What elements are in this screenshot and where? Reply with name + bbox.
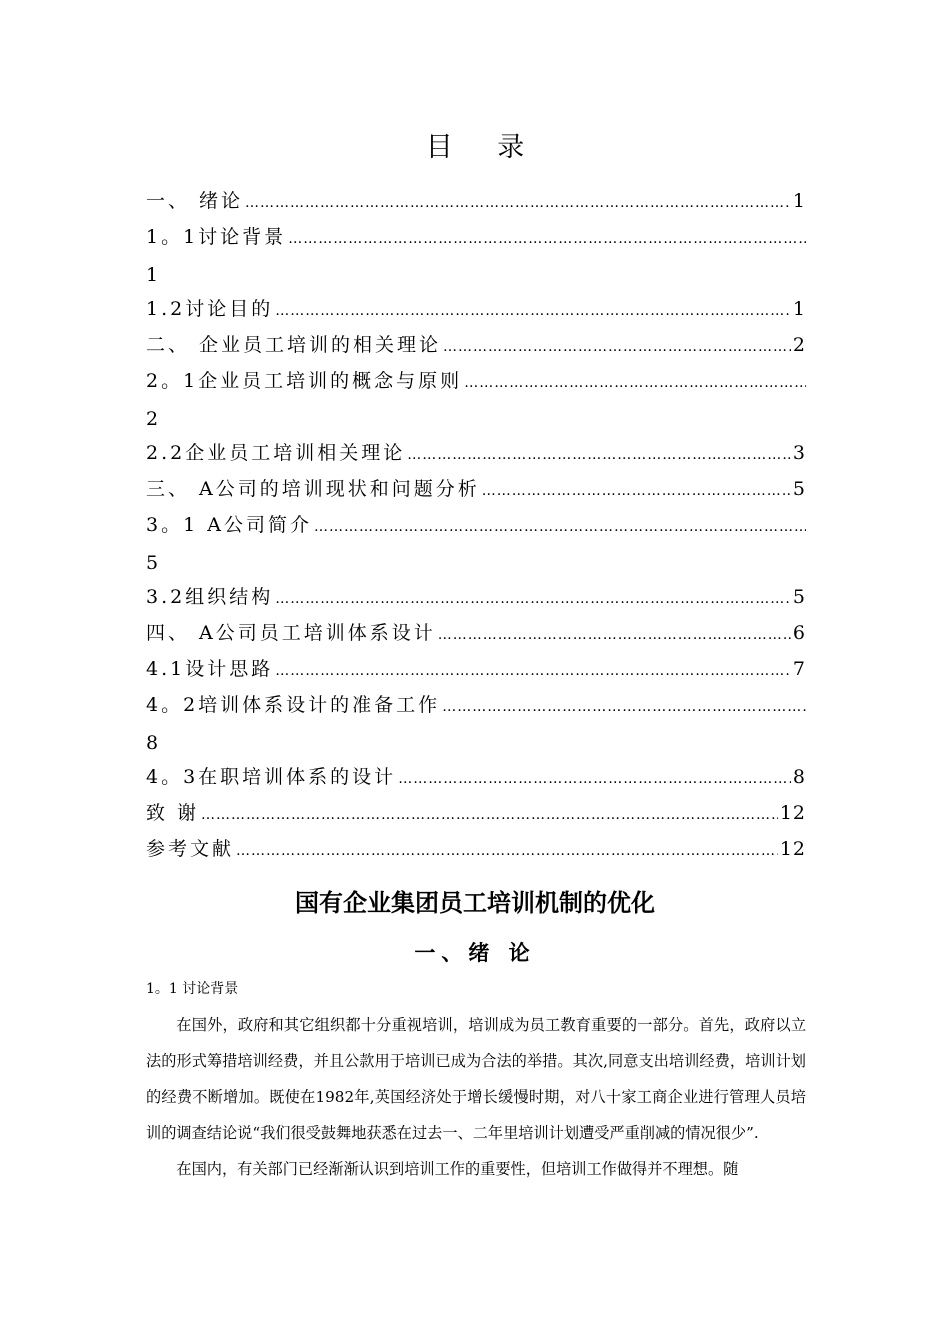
toc-entry[interactable] [146, 687, 806, 759]
toc-entry[interactable] [146, 579, 806, 615]
toc-entry-page: 1 [146, 264, 160, 286]
toc-entry[interactable] [146, 435, 806, 471]
toc-entry[interactable] [146, 795, 806, 831]
toc-entry-page: 7 [792, 658, 806, 680]
toc-entry-label: 4.1设计思路 [146, 658, 274, 680]
toc-leader-dots [464, 365, 806, 401]
toc-entry-label: 三、 A公司的培训现状和问题分析 [146, 478, 480, 500]
toc-leader-dots [482, 473, 791, 507]
toc-entry-label: 2。1企业员工培训的概念与原则 [146, 370, 463, 392]
toc-entry-page: 12 [779, 838, 806, 860]
toc-entry[interactable] [146, 507, 806, 579]
toc-leader-dots [314, 509, 806, 545]
section-title: 1。1 讨论背景 [146, 981, 239, 997]
toc-entry[interactable] [146, 183, 806, 219]
toc-entry-page: 1 [792, 298, 806, 320]
toc-leader-dots [275, 293, 791, 327]
toc-entry-label: 参考文献 [146, 838, 235, 860]
toc-entry-label: 3。1 A公司简介 [146, 514, 312, 536]
table-of-contents [146, 183, 806, 867]
toc-leader-dots [245, 185, 791, 219]
toc-entry[interactable] [146, 291, 806, 327]
toc-leader-dots [275, 581, 791, 615]
toc-entry-label: 3.2组织结构 [146, 586, 274, 608]
toc-entry-label: 4。3在职培训体系的设计 [146, 766, 397, 788]
toc-entry[interactable] [146, 363, 806, 435]
toc-entry[interactable] [146, 831, 806, 867]
toc-entry[interactable] [146, 471, 806, 507]
toc-leader-dots [201, 797, 778, 831]
toc-entry[interactable] [146, 615, 806, 651]
toc-entry[interactable] [146, 219, 806, 291]
toc-entry-page: 3 [792, 442, 806, 464]
toc-leader-dots [442, 689, 806, 725]
toc-entry-page: 2 [792, 334, 806, 356]
toc-entry-label: 二、 企业员工培训的相关理论 [146, 334, 442, 356]
paragraph: 在国内，有关部门已经渐渐认识到培训工作的重要性，但培训工作做得并不理想。随 [176, 1160, 739, 1178]
chapter-title: 一、绪 论 [414, 941, 536, 965]
body-text [146, 1007, 806, 1187]
toc-entry-label: 4。2培训体系设计的准备工作 [146, 694, 441, 716]
toc-leader-dots [236, 833, 778, 867]
toc-entry-page: 5 [792, 478, 806, 500]
toc-title: 目 录 [425, 132, 543, 163]
toc-entry-label: 2.2企业员工培训相关理论 [146, 442, 406, 464]
document-title: 国有企业集团员工培训机制的优化 [295, 889, 655, 917]
toc-entry[interactable] [146, 327, 806, 363]
paragraph: 在国外，政府和其它组织都十分重视培训，培训成为员工教育重要的一部分。首先，政府以立法的形式筹措培训经费，并且公款用于培训已成为合法的举措。其次,同意支出培训经费，培训计划的经费不断增加。既使在1982年,英国经济处于增长缓慢时期，对八十家工商企业进行管理人员培训的调查结论说“我们很受鼓舞地获悉在过去一、二年里培训计划遭受严重削减的情况很少”. [146, 1016, 806, 1142]
toc-entry-page: 12 [779, 802, 806, 824]
toc-leader-dots [438, 617, 791, 651]
toc-entry-page: 2 [146, 408, 160, 430]
toc-entry-label: 致 谢 [146, 802, 200, 824]
toc-entry-page: 8 [792, 766, 806, 788]
toc-leader-dots [288, 221, 806, 257]
toc-leader-dots [407, 437, 791, 471]
toc-entry-page: 5 [792, 586, 806, 608]
toc-entry-page: 8 [146, 732, 160, 754]
toc-entry-page: 1 [792, 190, 806, 212]
toc-entry-page: 5 [146, 552, 160, 574]
toc-entry[interactable] [146, 651, 806, 687]
toc-entry-label: 1。1讨论背景 [146, 226, 287, 248]
toc-entry-label: 一、 绪论 [146, 190, 244, 212]
toc-leader-dots [398, 761, 791, 795]
toc-entry-label: 1.2讨论目的 [146, 298, 274, 320]
toc-entry-page: 6 [792, 622, 806, 644]
toc-leader-dots [443, 329, 791, 363]
toc-entry[interactable] [146, 759, 806, 795]
toc-entry-label: 四、 A公司员工培训体系设计 [146, 622, 436, 644]
toc-leader-dots [275, 653, 791, 687]
